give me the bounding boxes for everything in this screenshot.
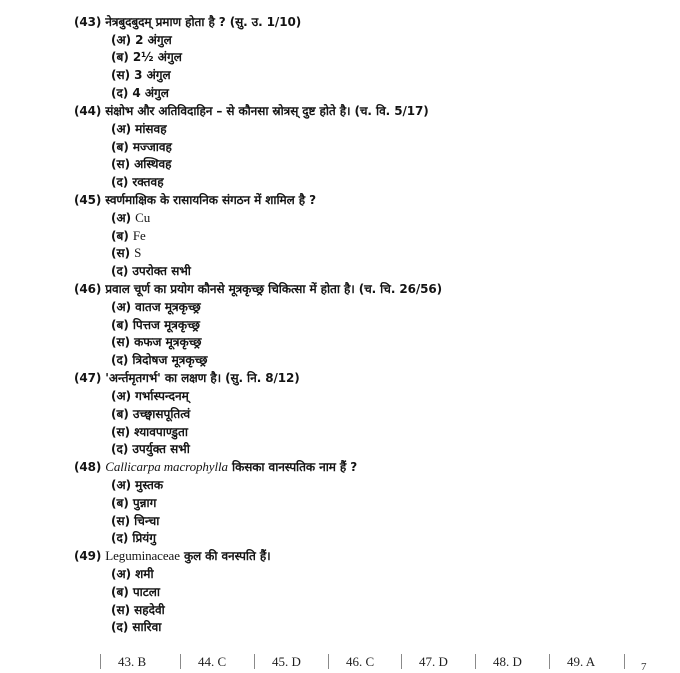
option-text: प्रियंगु <box>132 531 156 545</box>
option-text: श्यावपाण्डुता <box>134 425 188 439</box>
answer-44: 44. C <box>198 654 227 669</box>
option-b <box>111 317 200 333</box>
family-name: Leguminaceae <box>105 548 180 563</box>
option-label: (द) <box>111 264 129 278</box>
question-number: (46) <box>74 282 102 296</box>
question-text: स्वर्णमाक्षिक के रासायनिक संगठन में शामिल है ? <box>105 193 316 207</box>
question-49 <box>74 548 271 564</box>
answer-43: 43. B <box>118 654 147 669</box>
separator <box>100 654 101 669</box>
option-text: उच्छ्वासपूतित्वं <box>132 407 191 421</box>
option-text: 2½ अंगुल <box>132 50 182 64</box>
option-text: Cu <box>135 210 151 225</box>
option-d <box>111 530 156 546</box>
option-label: (स) <box>111 603 131 617</box>
option-a <box>111 32 172 48</box>
option-text: उपरोक्त सभी <box>132 264 191 278</box>
option-a <box>111 477 163 493</box>
option-d <box>111 85 169 101</box>
option-label: (ब) <box>111 229 129 243</box>
option-label: (स) <box>111 335 131 349</box>
question-46 <box>74 281 442 297</box>
option-b <box>111 406 190 422</box>
question-43 <box>74 14 301 30</box>
option-text: पुन्नाग <box>132 496 157 510</box>
separator <box>254 654 255 669</box>
option-label: (ब) <box>111 50 129 64</box>
option-text: चिन्चा <box>134 514 160 528</box>
option-label: (अ) <box>111 389 132 403</box>
option-d <box>111 174 164 190</box>
option-text: पित्तज मूत्रकृच्छ्र <box>132 318 200 332</box>
option-text: मज्जावह <box>132 140 172 154</box>
option-a <box>111 566 154 582</box>
option-text: पाटला <box>132 585 161 599</box>
option-label: (द) <box>111 620 129 634</box>
option-d <box>111 263 191 279</box>
option-label: (द) <box>111 442 129 456</box>
option-label: (द) <box>111 86 129 100</box>
botanical-name: Callicarpa macrophylla <box>105 459 228 474</box>
option-label: (अ) <box>111 33 132 47</box>
question-48 <box>74 459 357 475</box>
separator <box>401 654 402 669</box>
option-text: 3 अंगुल <box>134 68 171 82</box>
option-text: मांसवह <box>135 122 167 136</box>
option-text: S <box>134 245 142 260</box>
option-label: (स) <box>111 246 131 260</box>
page-number: 7 <box>641 661 647 673</box>
option-text: 2 अंगुल <box>135 33 172 47</box>
option-label: (ब) <box>111 496 129 510</box>
option-text: 4 अंगुल <box>132 86 169 100</box>
option-b <box>111 139 172 155</box>
option-a <box>111 210 150 226</box>
answer-49: 49. A <box>567 654 596 669</box>
option-c <box>111 602 165 618</box>
answer-47: 47. D <box>419 654 448 669</box>
option-label: (ब) <box>111 140 129 154</box>
separator <box>328 654 329 669</box>
option-a <box>111 388 189 404</box>
option-label: (अ) <box>111 478 132 492</box>
option-text: मुस्तक <box>135 478 164 492</box>
question-number: (44) <box>74 104 102 118</box>
option-c <box>111 156 172 172</box>
separator <box>549 654 550 669</box>
question-45 <box>74 192 316 208</box>
option-label: (ब) <box>111 585 129 599</box>
option-text: सहदेवी <box>134 603 165 617</box>
option-c <box>111 424 188 440</box>
question-text: संक्षोभ और अतिविदाहिन – से कौनसा स्रोत्रस् दुष्ट होते है। (च. वि. 5/17) <box>105 104 429 118</box>
option-c <box>111 334 202 350</box>
option-text: शमी <box>135 567 154 581</box>
separator <box>624 654 625 669</box>
option-d <box>111 619 161 635</box>
question-number: (47) <box>74 371 102 385</box>
separator <box>475 654 476 669</box>
question-number: (49) <box>74 549 102 563</box>
option-c <box>111 67 171 83</box>
option-label: (अ) <box>111 211 132 225</box>
option-b <box>111 584 160 600</box>
question-number: (48) <box>74 460 102 474</box>
option-b <box>111 495 156 511</box>
option-text: अस्थिवह <box>134 157 172 171</box>
option-a <box>111 121 167 137</box>
option-d <box>111 441 190 457</box>
answer-45: 45. D <box>272 654 301 669</box>
option-label: (ब) <box>111 318 129 332</box>
separator <box>180 654 181 669</box>
option-text: वातज मूत्रकृच्छ्र <box>135 300 201 314</box>
question-text: कुल की वनस्पति हैं। <box>183 549 271 563</box>
option-label: (अ) <box>111 300 132 314</box>
option-label: (ब) <box>111 407 129 421</box>
answer-46: 46. C <box>346 654 375 669</box>
option-text: रक्तवह <box>132 175 164 189</box>
question-number: (43) <box>74 15 102 29</box>
option-label: (स) <box>111 157 131 171</box>
option-label: (द) <box>111 531 129 545</box>
question-44 <box>74 103 429 119</box>
option-text: उपर्युक्त सभी <box>132 442 190 456</box>
question-text: नेत्रबुदबुदम् प्रमाण होता है ? (सु. उ. 1/10) <box>105 15 302 29</box>
option-text: Fe <box>132 228 146 243</box>
option-label: (स) <box>111 425 131 439</box>
option-label: (स) <box>111 68 131 82</box>
question-47 <box>74 370 300 386</box>
option-label: (अ) <box>111 122 132 136</box>
option-label: (द) <box>111 175 129 189</box>
option-label: (द) <box>111 353 129 367</box>
option-c <box>111 245 141 261</box>
option-a <box>111 299 201 315</box>
answer-key <box>100 652 630 672</box>
option-text: गर्भास्पन्दनम् <box>135 389 189 403</box>
option-label: (अ) <box>111 567 132 581</box>
question-number: (45) <box>74 193 102 207</box>
option-text: सारिवा <box>132 620 162 634</box>
option-text: त्रिदोषज मूत्रकृच्छ्र <box>132 353 208 367</box>
option-b <box>111 49 182 65</box>
option-c <box>111 513 159 529</box>
option-b <box>111 228 146 244</box>
option-label: (स) <box>111 514 131 528</box>
question-text: प्रवाल चूर्ण का प्रयोग कौनसे मूत्रकृच्छ्र चिकित्सा में होता है। (च. चि. 26/56) <box>105 282 443 296</box>
question-text: 'अर्न्तमृतगर्भ' का लक्षण है। (सु. नि. 8/12) <box>105 371 300 385</box>
question-text: किसका वानस्पतिक नाम हैं ? <box>231 460 358 474</box>
option-d <box>111 352 207 368</box>
answer-48: 48. D <box>493 654 522 669</box>
option-text: कफज मूत्रकृच्छ्र <box>134 335 202 349</box>
